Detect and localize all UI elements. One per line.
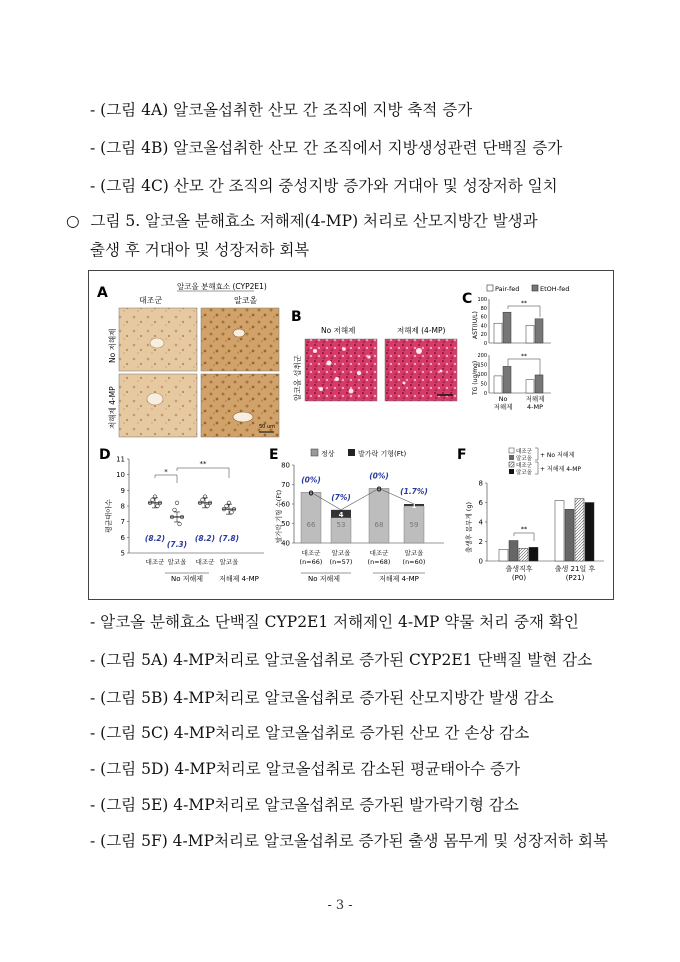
f-ytick: 0 [478,557,483,566]
d-ytick: 9 [120,486,125,495]
e-normal-label: 53 [336,521,346,529]
panel-d-chart [116,456,264,574]
d-sig1: * [164,468,168,476]
panel-d-ylabel: 평균태아수 [105,499,113,533]
f-bar [499,549,508,561]
e-connector-line [308,488,414,509]
panel-b-letter: B [291,309,302,325]
c-bottom-bar [494,376,502,393]
d-point [156,504,160,508]
legend-swatch-defect [348,449,355,456]
panel-a-header: 알코올 분해효소 (CYP2E1) [177,282,267,291]
figure-svg [89,271,613,599]
panel-b-row: 알코올 섭취군 [293,355,302,401]
panel-c-xcat1-line1: No [498,395,508,403]
c-top-bar [535,319,543,343]
panel-d-group2: 저해제 4-MP [219,575,259,583]
panel-c-ylabel-bottom: TG (ug/mg) [472,360,479,395]
f-bar [555,501,564,561]
c-top-ytick: 80 [480,305,487,312]
legend-f-group1: + No 저해제 [540,452,575,459]
bullet-4c: - (그림 4C) 산모 간 조직의 중성지방 증가와 거대아 및 성장저하 일치 [90,177,558,195]
panel-f-x2-line1: 출생 21일 후 [554,565,596,573]
c-top-ytick: 0 [483,341,487,347]
f-sig-bracket [514,533,534,541]
d-point [230,510,234,514]
legend-swatch-normal [311,449,318,456]
c-bottom-bar [526,380,534,393]
panel-a-vessel [233,329,245,337]
panel-e-letter: E [269,447,279,463]
c-top-ytick: 60 [480,314,487,321]
panel-c-bottom-chart [477,353,551,397]
legend-f2: 알코올 [516,456,532,462]
f-ytick: 2 [478,538,483,546]
panel-a-scale-label: 50 um [259,424,275,430]
c-bottom-bar [535,375,543,393]
bullet-5c: - (그림 5C) 4-MP처리로 알코올섭취로 증가된 산모 간 손상 감소 [90,724,530,742]
e-pct-label: (7%) [331,492,351,502]
d-xcat: 대조군 [195,558,215,566]
panel-e-ylabel: 발가락 기형 수(Ft) [275,489,283,543]
f-bar [575,499,584,561]
panel-a-letter: A [97,285,108,301]
c-top-ytick: 20 [480,332,487,339]
panel-a-image-3 [119,374,197,437]
panel-c-top-chart [477,297,551,347]
c-bottom-ytick: 150 [477,362,487,369]
panel-f-ylabel: 출생후 몸무게 (g) [465,501,473,553]
bullet-5d: - (그림 5D) 4-MP처리로 알코올섭취로 감소된 평균태아수 증가 [90,760,520,778]
e-xcat: 알코올 [331,549,351,557]
panel-d-group1: No 저해제 [170,575,204,583]
d-ytick: 10 [116,471,125,480]
e-normal-label: 66 [306,521,316,529]
e-normal-label: 59 [409,521,419,529]
d-point [175,501,179,505]
e-n: (n=57) [329,558,353,566]
e-pct-label: (1.7%) [400,487,428,496]
c-bottom-bar [503,366,511,393]
f-bar [529,547,538,561]
e-ytick: 70 [281,481,290,489]
legend-swatch-etoh-fed [532,285,538,291]
heading-marker: ○ [66,212,80,230]
c-top-sig-bracket [508,306,540,317]
panel-a-row2: 저해제 4-MP [108,386,117,429]
d-mean-label: (8.2) [144,534,166,543]
panel-a-vessel [233,412,253,422]
panel-e-chart [281,462,444,574]
e-bar-normal [301,492,321,543]
e-ytick: 60 [281,500,290,509]
legend-f3: 대조군 [516,463,532,469]
figure-5 [88,270,614,600]
bullet-cyp2e1: - 알코올 분해효소 단백질 CYP2E1 저해제인 4-MP 약물 처리 중재 확인 [90,613,579,631]
c-top-ytick: 100 [477,297,487,303]
panel-a-vessel [147,393,163,405]
legend-bracket-1 [535,448,538,460]
e-pct-label: (0%) [301,475,321,485]
c-bottom-sig: ** [521,353,527,360]
panel-c-ylabel-top: AST(IU/L) [472,311,479,339]
d-ytick: 8 [120,502,125,511]
e-xcat: 대조군 [369,549,389,557]
c-bottom-ytick: 0 [483,391,487,397]
legend-bracket-2 [535,462,538,474]
e-ytick: 40 [281,539,290,548]
f-ytick: 8 [478,479,483,488]
d-point [225,504,229,508]
e-defect-label: 0 [376,485,382,494]
d-xcat: 알코올 [167,558,187,566]
e-n: (n=68) [367,558,391,566]
legend-f4: 알코올 [516,470,532,476]
f-bar [519,548,528,561]
section-heading [66,209,538,231]
e-normal-label: 68 [374,521,384,529]
panel-f-letter: F [457,447,467,463]
legend-etoh-fed: EtOH-fed [540,285,570,293]
e-n: (n=66) [299,558,323,566]
f-ytick: 4 [478,518,483,527]
panel-f-x2-line2: (P21) [565,574,585,582]
bullet-5b: - (그림 5B) 4-MP처리로 알코올섭취로 증가된 산모지방간 발생 감소 [90,689,554,707]
panel-f-x1-line2: (P0) [511,574,527,582]
legend-pair-fed: Pair-fed [495,285,520,293]
panel-b-image-2 [385,339,457,401]
c-top-ytick: 40 [480,323,487,330]
legend-f-group2: + 저해제 4-MP [540,466,582,473]
panel-b-image-1 [305,339,377,401]
d-sig2: ** [199,460,207,468]
panel-c-xcat1-line2: 저해제 [493,403,513,411]
panel-a-row1: No 저해제 [108,328,117,363]
e-pct-label: (0%) [369,471,389,481]
e-xcat: 대조군 [301,549,321,557]
f-ytick: 6 [478,499,483,507]
d-ytick: 11 [116,455,125,464]
bullet-4b: - (그림 4B) 알코올섭취한 산모 간 조직에서 지방생성관련 단백질 증가 [90,139,563,157]
panel-a-col1: 대조군 [139,296,163,305]
panel-f-legend [509,447,581,476]
e-ytick: 80 [281,461,290,470]
d-sig2-bracket [177,468,229,478]
legend-f1: 대조군 [516,449,532,455]
panel-a-col2: 알코올 [234,296,258,305]
f-sig: ** [520,525,528,533]
panel-f-chart [479,480,604,566]
legend-swatch-f3 [509,462,514,467]
legend-defect: 발가락 기형(Ft) [358,450,407,458]
e-defect-label: 0 [308,489,314,498]
panel-b-col1: No 저해제 [321,326,356,335]
e-bar-normal [369,488,389,543]
panel-b-col2: 저해제 (4-MP) [397,326,446,335]
d-mean-label: (7.3) [166,540,188,549]
legend-swatch-f2 [509,455,514,460]
d-point [151,498,155,502]
d-point [201,498,205,502]
f-bar [509,541,518,561]
d-mean-label: (8.2) [194,534,216,543]
panel-c-letter: C [462,291,473,307]
bullet-4a: - (그림 4A) 알코올섭취한 산모 간 조직에 지방 축적 증가 [90,101,473,119]
c-bottom-ytick: 50 [480,381,487,388]
legend-normal: 정상 [321,450,335,458]
c-top-bar [526,325,534,343]
d-xcat: 대조군 [145,558,165,566]
d-point [206,504,210,508]
c-top-bar [503,312,511,343]
c-bottom-ytick: 100 [477,372,487,378]
d-ytick: 6 [120,533,125,542]
d-sig1-bracket [155,475,177,483]
panel-c-xcat2-line2: 4-MP [526,403,544,411]
panel-e-group1: No 저해제 [307,575,341,583]
e-xcat: 알코올 [404,549,424,557]
panel-a-vessel [150,338,164,348]
panel-e-group2: 저해제 4-MP [379,575,419,583]
d-ytick: 5 [120,549,125,558]
e-n: (n=60) [402,558,426,566]
heading-line2: 출생 후 거대아 및 성장저하 회복 [90,241,310,259]
heading-line1: 그림 5. 알코올 분해효소 저해제(4-MP) 처리로 산모지방간 발생과 [90,212,538,230]
panel-d-letter: D [99,447,111,463]
legend-swatch-f4 [509,469,514,474]
d-point [173,508,177,512]
c-top-bar [494,323,502,343]
e-defect-label: 1 [411,501,417,510]
legend-swatch-pair-fed [487,285,493,291]
c-top-sig: ** [521,300,527,307]
bullet-5f: - (그림 5F) 4-MP처리로 알코올섭취로 증가된 출생 몸무게 및 성장저하 회복 [90,832,608,850]
panel-f-x1-line1: 출생직후 [505,565,533,573]
f-bar [585,503,594,562]
page-number: - 3 - [327,898,353,913]
legend-swatch-f1 [509,448,514,453]
e-ytick: 50 [281,520,290,528]
bullet-5e: - (그림 5E) 4-MP처리로 알코올섭취로 증가된 발가락기형 감소 [90,796,519,814]
panel-c-xcat2-line1: 저해제 [525,395,545,403]
d-ytick: 7 [120,518,125,527]
c-bottom-sig-bracket [508,359,540,376]
c-bottom-ytick: 200 [477,353,487,359]
d-xcat: 알코올 [219,558,239,566]
e-defect-label: 4 [338,510,344,519]
bullet-5a: - (그림 5A) 4-MP처리로 알코올섭취로 증가된 CYP2E1 단백질 발현 감소 [90,651,593,669]
d-mean-label: (7.8) [218,534,240,543]
panel-a-image-2 [201,308,279,371]
d-point [178,522,182,526]
f-bar [565,509,574,561]
